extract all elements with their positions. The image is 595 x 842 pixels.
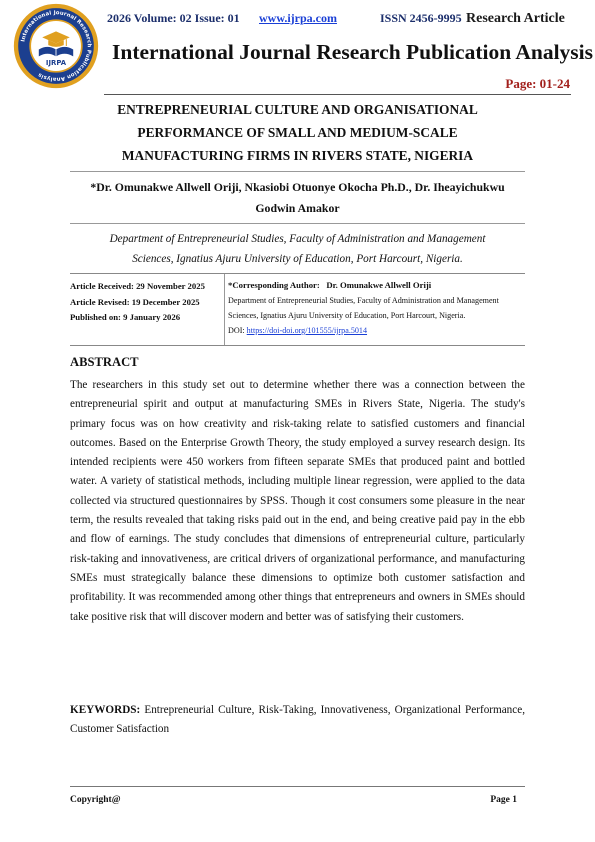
article-type: Research Article: [466, 11, 565, 26]
footer-divider: [70, 786, 525, 787]
affiliation-line: Sciences, Ignatius Ajuru University of Education, Port Harcourt, Nigeria.: [228, 311, 466, 320]
keywords: [70, 701, 525, 740]
journal-name: International Journal Research Publication Analysis: [112, 40, 594, 64]
logo-abbr: IJRPA: [45, 58, 67, 67]
abstract-heading: ABSTRACT: [70, 355, 139, 369]
keywords-label: KEYWORDS:: [70, 704, 141, 716]
info-separator: [224, 274, 225, 345]
received-date: Article Received: 29 November 2025: [70, 281, 205, 291]
volume-issue: 2026 Volume: 02 Issue: 01: [107, 11, 240, 25]
title-line: PERFORMANCE OF SMALL AND MEDIUM-SCALE: [137, 125, 458, 140]
title-line: MANUFACTURING FIRMS IN RIVERS STATE, NIGERIA: [121, 148, 474, 163]
article-title: [70, 98, 525, 167]
corresponding-label: *Corresponding Author:: [228, 280, 320, 290]
affiliation-line: Department of Entrepreneurial Studies, Faculty of Administration and Management: [228, 296, 499, 305]
keywords-text: Entrepreneurial Culture, Risk-Taking, Innovativeness, Organizational Performance, Customer Satisfaction: [70, 704, 525, 736]
corresponding-name: Dr. Omunakwe Allwell Oriji: [326, 280, 432, 290]
authors-line: Godwin Amakor: [255, 201, 340, 215]
header-divider: [104, 94, 571, 95]
page-range: Page: 01-24: [505, 76, 570, 91]
logo-ring-text: International Journal Research Publication Analysis: [20, 10, 92, 82]
corresponding-author-block: [228, 278, 528, 338]
article-info-box: [70, 273, 525, 346]
title-divider: [70, 171, 525, 172]
revised-date: Article Revised: 19 December 2025: [70, 296, 200, 307]
copyright: Copyright@: [70, 795, 121, 805]
authors-line: *Dr. Omunakwe Allwell Oriji, Nkasiobi Otuonye Okocha Ph.D., Dr. Iheayichukwu: [90, 180, 505, 194]
corresponding-author: [228, 278, 528, 293]
department-line: Department of Entrepreneurial Studies, Faculty of Administration and Management: [109, 233, 486, 245]
authors: [70, 177, 525, 219]
issn: ISSN 2456-9995: [380, 11, 462, 25]
department-line: Sciences, Ignatius Ajuru University of Education, Port Harcourt, Nigeria.: [132, 253, 463, 265]
published-date: Published on: 9 January 2026: [70, 312, 181, 322]
abstract-body: The researchers in this study set out to determine whether there was a connection between the entrepreneurial spirit and output at manufacturing SMEs in Rivers State, Nigeria. The study's primary focus was on how creativity and risk-taking relate to satisfied customers and financial outcomes. Based on the Enterprise Growth Theory, the study employed a survey research design. Its intended recipients were 450 workers from fifteen separate SMEs that produced paint and bottled water. A variety of statistical methods, including multiple linear regression, were applied to the data collected via structured questionnaires by SPSS. Though it cost consumers some pleasure in the near term, the results revealed that taking risks paid out in the end, and being creative paid pay in the ebb and flow of earnings. The study concludes that dimensions of entrepreneurial culture, particularly risk-taking and innovativeness, are critical drivers of organizational performance, and manufacturing SMEs must strategically balance these dimensions to optimize both customer satisfaction and profitability. It was recommended among other things that entrepreneurs and owners in SMEs should take positive risk that will discover modern and better was of satisfying their customers.: [70, 379, 525, 623]
department-affiliation: [70, 229, 525, 269]
journal-url-link[interactable]: www.ijrpa.com: [259, 11, 337, 25]
doi-link[interactable]: https://doi-doi.org/101555/ijrpa.5014: [246, 326, 368, 335]
doi-label: DOI:: [228, 326, 245, 335]
article-dates: [70, 279, 220, 326]
page-number: Page 1: [490, 795, 517, 805]
authors-divider: [70, 223, 525, 224]
title-line: ENTREPRENEURIAL CULTURE AND ORGANISATIONAL: [117, 102, 478, 117]
doi-line: [228, 323, 528, 338]
journal-logo: [13, 3, 99, 89]
